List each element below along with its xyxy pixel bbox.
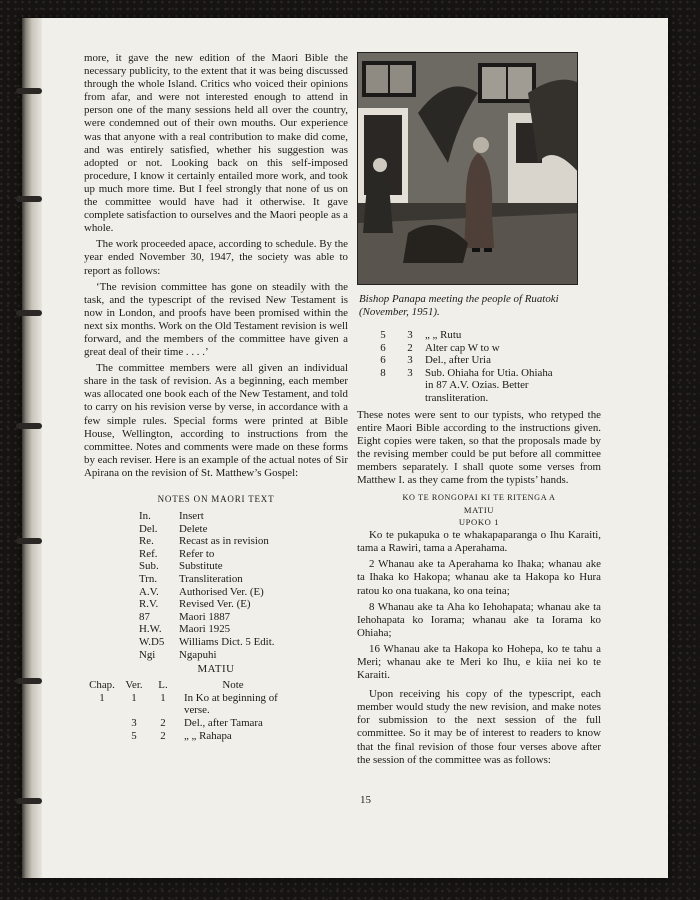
verse: 2 Whanau ake ta Aperahama ko Ihaka; whanau ake ta Ihaka ko Hakopa; whanau ake ta Hakopa ko Hura ratou ko ona tuakana, ko ona teina; (357, 558, 601, 597)
verse: 16 Whanau ake ta Hakopa ko Hohepa, ko te tahu a Meri; whanau ake te Meri ko Ihu, e kiia nei ko te Karaiti. (357, 642, 601, 682)
binding-ring (16, 88, 42, 94)
abbreviation-key: A.V. (139, 585, 159, 598)
photo-caption: Bishop Panapa meeting the people of Ruatoki (November, 1951). (359, 293, 559, 318)
gospel-heading: KO TE RONGOPAI KI TE RITENGA A (402, 493, 556, 503)
revision-ver: 6 (380, 341, 386, 354)
revision-row (84, 692, 288, 717)
abbreviation-value: Ngapuhi (179, 648, 217, 661)
revision-note: Del., after Tamara (184, 716, 263, 729)
revision-ver: 5 (380, 329, 386, 341)
chapter-heading: UPOKO 1 (458, 517, 500, 528)
abbreviation-key: 87 (139, 610, 150, 623)
abbreviation-key: Ngi (139, 648, 156, 661)
revision-row (367, 342, 555, 355)
revision-row (84, 730, 288, 743)
paragraph: Upon receiving his copy of the typescript, each member would study the new revision, and make notes for submission to the next session of the full committee. So it may be of interest to readers to know that the final revision of those four verses above after the session of the committee was as follows: (357, 688, 601, 766)
paragraph: more, it gave the new edition of the Maori Bible the necessary publicity, to the extent that it was being discussed through the whole Island. Critics who voiced their opinions from afar, and were not interested enough to attend in person one of the many sessions held all over the country, were condemned out of their own mouths. Our experience was that anyone with a real contribution to make did come, and was entirely satisfied, whether his suggestion was adopted or not. Looking back on this self-imposed procedure, I know it certainly entailed more work, and took up much more time. But I feel strongly that none of us on the committee would have had it otherwise. It gave complete satisfaction to ourselves and the Maori people as a whole. (84, 52, 348, 235)
abbreviation-key: Re. (139, 535, 154, 548)
revision-table-continued (367, 329, 555, 405)
revision-note: Del., after Uria (425, 354, 491, 367)
abbreviation-row (139, 560, 274, 573)
abbreviation-row (139, 510, 274, 523)
revision-line: 3 (407, 329, 413, 341)
abbreviation-list (139, 510, 274, 661)
header-note: Note (222, 679, 244, 692)
revision-note: „ „ Rutu (425, 329, 462, 341)
abbreviation-row (139, 535, 274, 548)
paragraph: The work proceeded apace, according to schedule. By the year ended November 30, 1947, the society was able to report as follows: (84, 238, 348, 277)
revision-chap: 1 (99, 691, 105, 704)
binding-ring (16, 310, 42, 316)
revision-note: Alter cap W to w (425, 341, 500, 354)
revision-ver: 6 (380, 354, 386, 367)
revision-line: 2 (160, 729, 166, 742)
abbreviation-key: W.D5 (139, 635, 165, 648)
binding-ring (16, 798, 42, 804)
revision-note: Sub. Ohiaha for Utia. Ohiaha in 87 A.V. Ozias. Better transliteration. (425, 366, 553, 404)
header-chap: Chap. (89, 679, 115, 692)
quotation: ‘The revision committee has gone on steadily with the task, and the typescript of the revised New Testament is now in London, and proofs have been promised within the next six months. Work on the Old Testament revision is well forward, and the members of the committee have given a great deal of their time . . . .’ (84, 280, 348, 359)
revision-line: 3 (407, 354, 413, 367)
abbreviation-value: Revised Ver. (E) (179, 598, 251, 611)
document-page (22, 18, 668, 878)
revision-chap (84, 717, 120, 730)
header-l: L. (158, 679, 168, 692)
verse: 8 Whanau ake ta Aha ko Iehohapata; whanau ake ta Iehohapata ko Iorama; whanau ake ta Iorama ko Ohiaha; (357, 600, 601, 639)
binding-ring (16, 423, 42, 429)
abbreviation-row (139, 636, 274, 649)
revision-chap (84, 730, 120, 743)
verse: Ko te pukapuka o te whakapaparanga o Ihu Karaiti, tama a Rawiri, tama a Aperahama. (357, 529, 601, 555)
revision-line: 2 (407, 341, 413, 354)
revision-note: In Ko at beginning of verse. (184, 691, 278, 717)
binding-ring (16, 196, 42, 202)
gospel-name: MATIU (463, 505, 495, 516)
binding-ring (16, 538, 42, 544)
abbreviation-row (139, 649, 274, 662)
abbreviation-value: Transliteration (179, 572, 243, 585)
abbreviation-value: Maori 1887 (179, 610, 231, 623)
revision-row (367, 354, 555, 367)
abbreviation-row (139, 523, 274, 536)
abbreviation-key: In. (139, 510, 151, 522)
abbreviation-key: H.W. (139, 623, 162, 636)
revision-row (84, 717, 288, 730)
abbreviation-row (139, 548, 274, 561)
revision-note: „ „ Rahapa (184, 729, 232, 742)
revision-ver: 3 (131, 716, 137, 729)
revision-table (84, 679, 288, 742)
abbreviation-row (139, 623, 274, 636)
abbreviation-key: Ref. (139, 547, 158, 560)
page-number: 15 (360, 794, 371, 806)
abbreviation-value: Recast as in revision (179, 535, 269, 548)
photo-image (358, 53, 578, 285)
abbreviation-row (139, 611, 274, 624)
paragraph: These notes were sent to our typists, who retyped the entire Maori Bible according to the instructions given. Eight copies were taken, so that the proposals made by the revising member could be put before all committee members separately. I shall quote some verses from Matthew I. as they came from the typists’ hands. (357, 408, 601, 487)
revision-ver: 1 (131, 691, 137, 704)
spiral-binding (22, 18, 42, 878)
revision-ver: 8 (380, 366, 386, 379)
binding-ring (16, 678, 42, 684)
book-title: MATIU (197, 663, 235, 676)
notes-title: NOTES ON MAORI TEXT (157, 494, 275, 504)
revision-ver: 5 (131, 729, 137, 742)
abbreviation-row (139, 573, 274, 586)
abbreviation-value: Maori 1925 (179, 623, 231, 636)
revision-row (367, 367, 555, 405)
revision-line: 3 (407, 366, 413, 379)
abbreviation-value: Delete (179, 522, 208, 535)
left-column (84, 52, 348, 742)
abbreviation-value: Refer to (179, 547, 215, 560)
abbreviation-row (139, 598, 274, 611)
revision-header-row (84, 679, 288, 692)
abbreviation-key: Del. (139, 522, 158, 535)
abbreviation-key: Sub. (139, 560, 159, 573)
abbreviation-value: Authorised Ver. (E) (179, 585, 264, 598)
photograph (357, 52, 578, 285)
abbreviation-row (139, 586, 274, 599)
revision-line: 2 (160, 716, 166, 729)
abbreviation-key: R.V. (139, 598, 159, 611)
right-column (357, 52, 601, 767)
abbreviation-key: Trn. (139, 572, 158, 585)
abbreviation-value: Williams Dict. 5 Edit. (179, 635, 275, 648)
abbreviation-value: Insert (179, 510, 204, 522)
paragraph: The committee members were all given an individual share in the task of revision. As a beginning, each member was allocated one book each of the New Testament, and told to carry on his revision verse by verse, in accordance with a few simple rules. Special forms were printed at Bible House, Wellington, according to instructions from the committee. Notes and comments were made on these forms by each reviser. Here is an example of the actual notes of Sir Apirana on the revision of St. Matthew’s Gospel: (84, 362, 348, 479)
abbreviation-value: Substitute (179, 560, 223, 573)
revision-row (367, 329, 555, 342)
header-ver: Ver. (125, 679, 143, 692)
revision-line: 1 (160, 691, 166, 704)
